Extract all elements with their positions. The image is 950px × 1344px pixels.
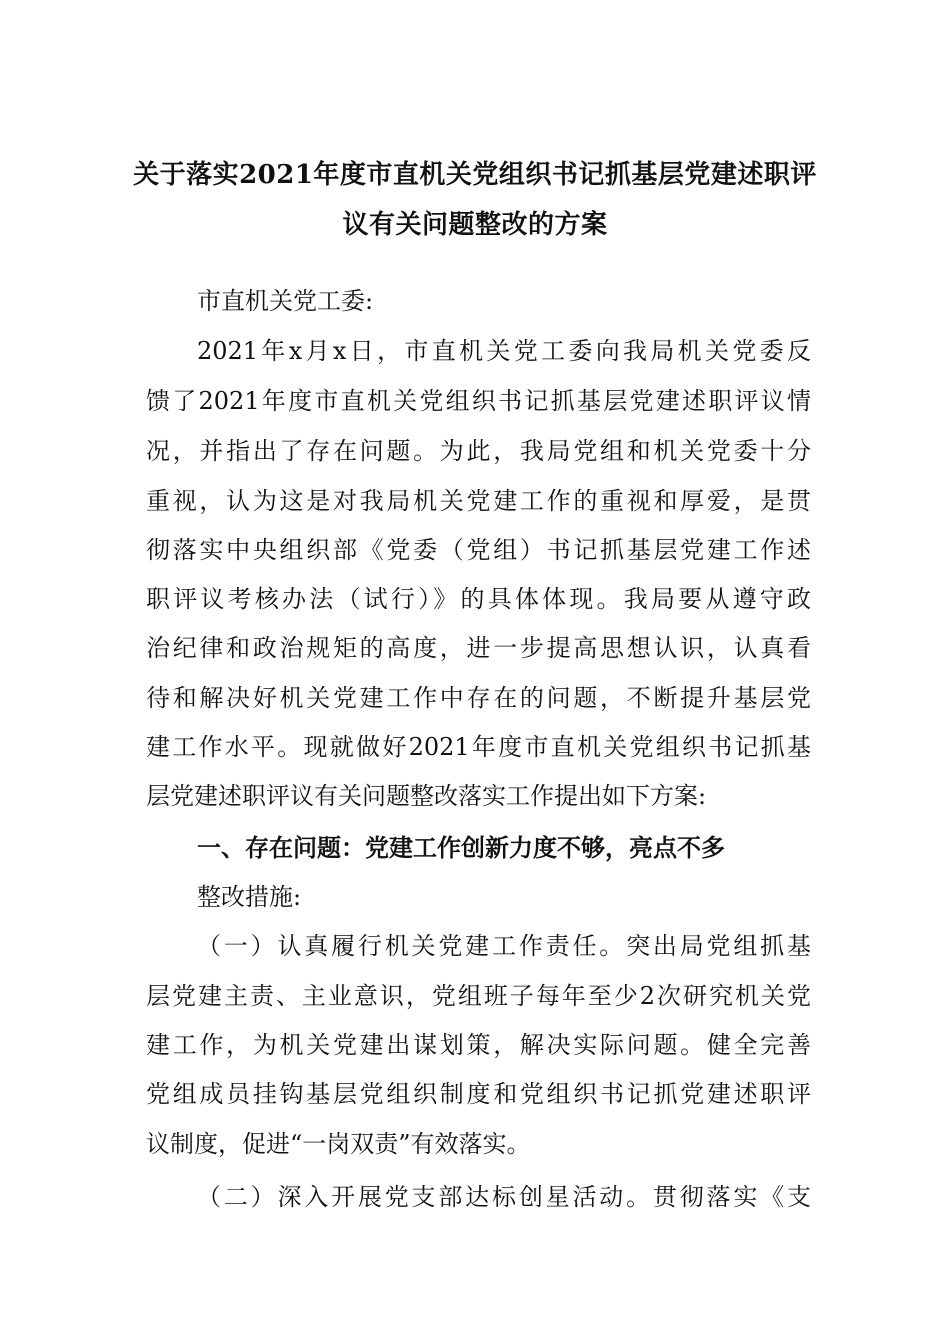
intro-line-9: 建工作水平。现就做好2021年度市直机关党组织书记抓基 [146,733,811,761]
salutation: 市直机关党工委: [197,287,374,315]
item-one-line-3: 建工作，为机关党建出谋划策，解决实际问题。健全完善 [146,1031,811,1059]
intro-line-4: 重视，认为这是对我局机关党建工作的重视和厚爱，是贯 [146,487,811,515]
item-two-line-1: （二）深入开展党支部达标创星活动。贯彻落实《支 [197,1183,811,1211]
intro-line-6: 职评议考核办法（试行）》的具体体现。我局要从遵守政 [146,585,811,613]
intro-line-2: 馈了2021年度市直机关党组织书记抓基层党建述职评议情 [146,387,811,415]
item-one-line-1: （一）认真履行机关党建工作责任。突出局党组抓基 [197,932,811,960]
intro-line-3: 况，并指出了存在问题。为此，我局党组和机关党委十分 [146,437,811,465]
intro-line-10: 层党建述职评议有关问题整改落实工作提出如下方案: [146,782,707,810]
item-one-line-5: 议制度，促进“一岗双责”有效落实。 [146,1130,531,1158]
document-title-line-2: 议有关问题整改的方案 [342,210,608,240]
intro-line-8: 待和解决好机关党建工作中存在的问题，不断提升基层党 [146,684,811,712]
document-title-line-1: 关于落实2021年度市直机关党组织书记抓基层党建述职评 [133,160,817,190]
intro-line-5: 彻落实中央组织部《党委（党组）书记抓基层党建工作述 [146,536,811,564]
intro-line-7: 治纪律和政治规矩的高度，进一步提高思想认识，认真看 [146,634,811,662]
item-one-line-4: 党组成员挂钩基层党组织制度和党组织书记抓党建述职评 [146,1080,811,1108]
item-one-line-2: 层党建主责、主业意识，党组班子每年至少2次研究机关党 [146,982,811,1010]
section-one-heading: 一、存在问题：党建工作创新力度不够，亮点不多 [197,834,725,862]
measures-label: 整改措施: [197,883,302,911]
intro-line-1: 2021年x月x日，市直机关党工委向我局机关党委反 [197,337,811,365]
